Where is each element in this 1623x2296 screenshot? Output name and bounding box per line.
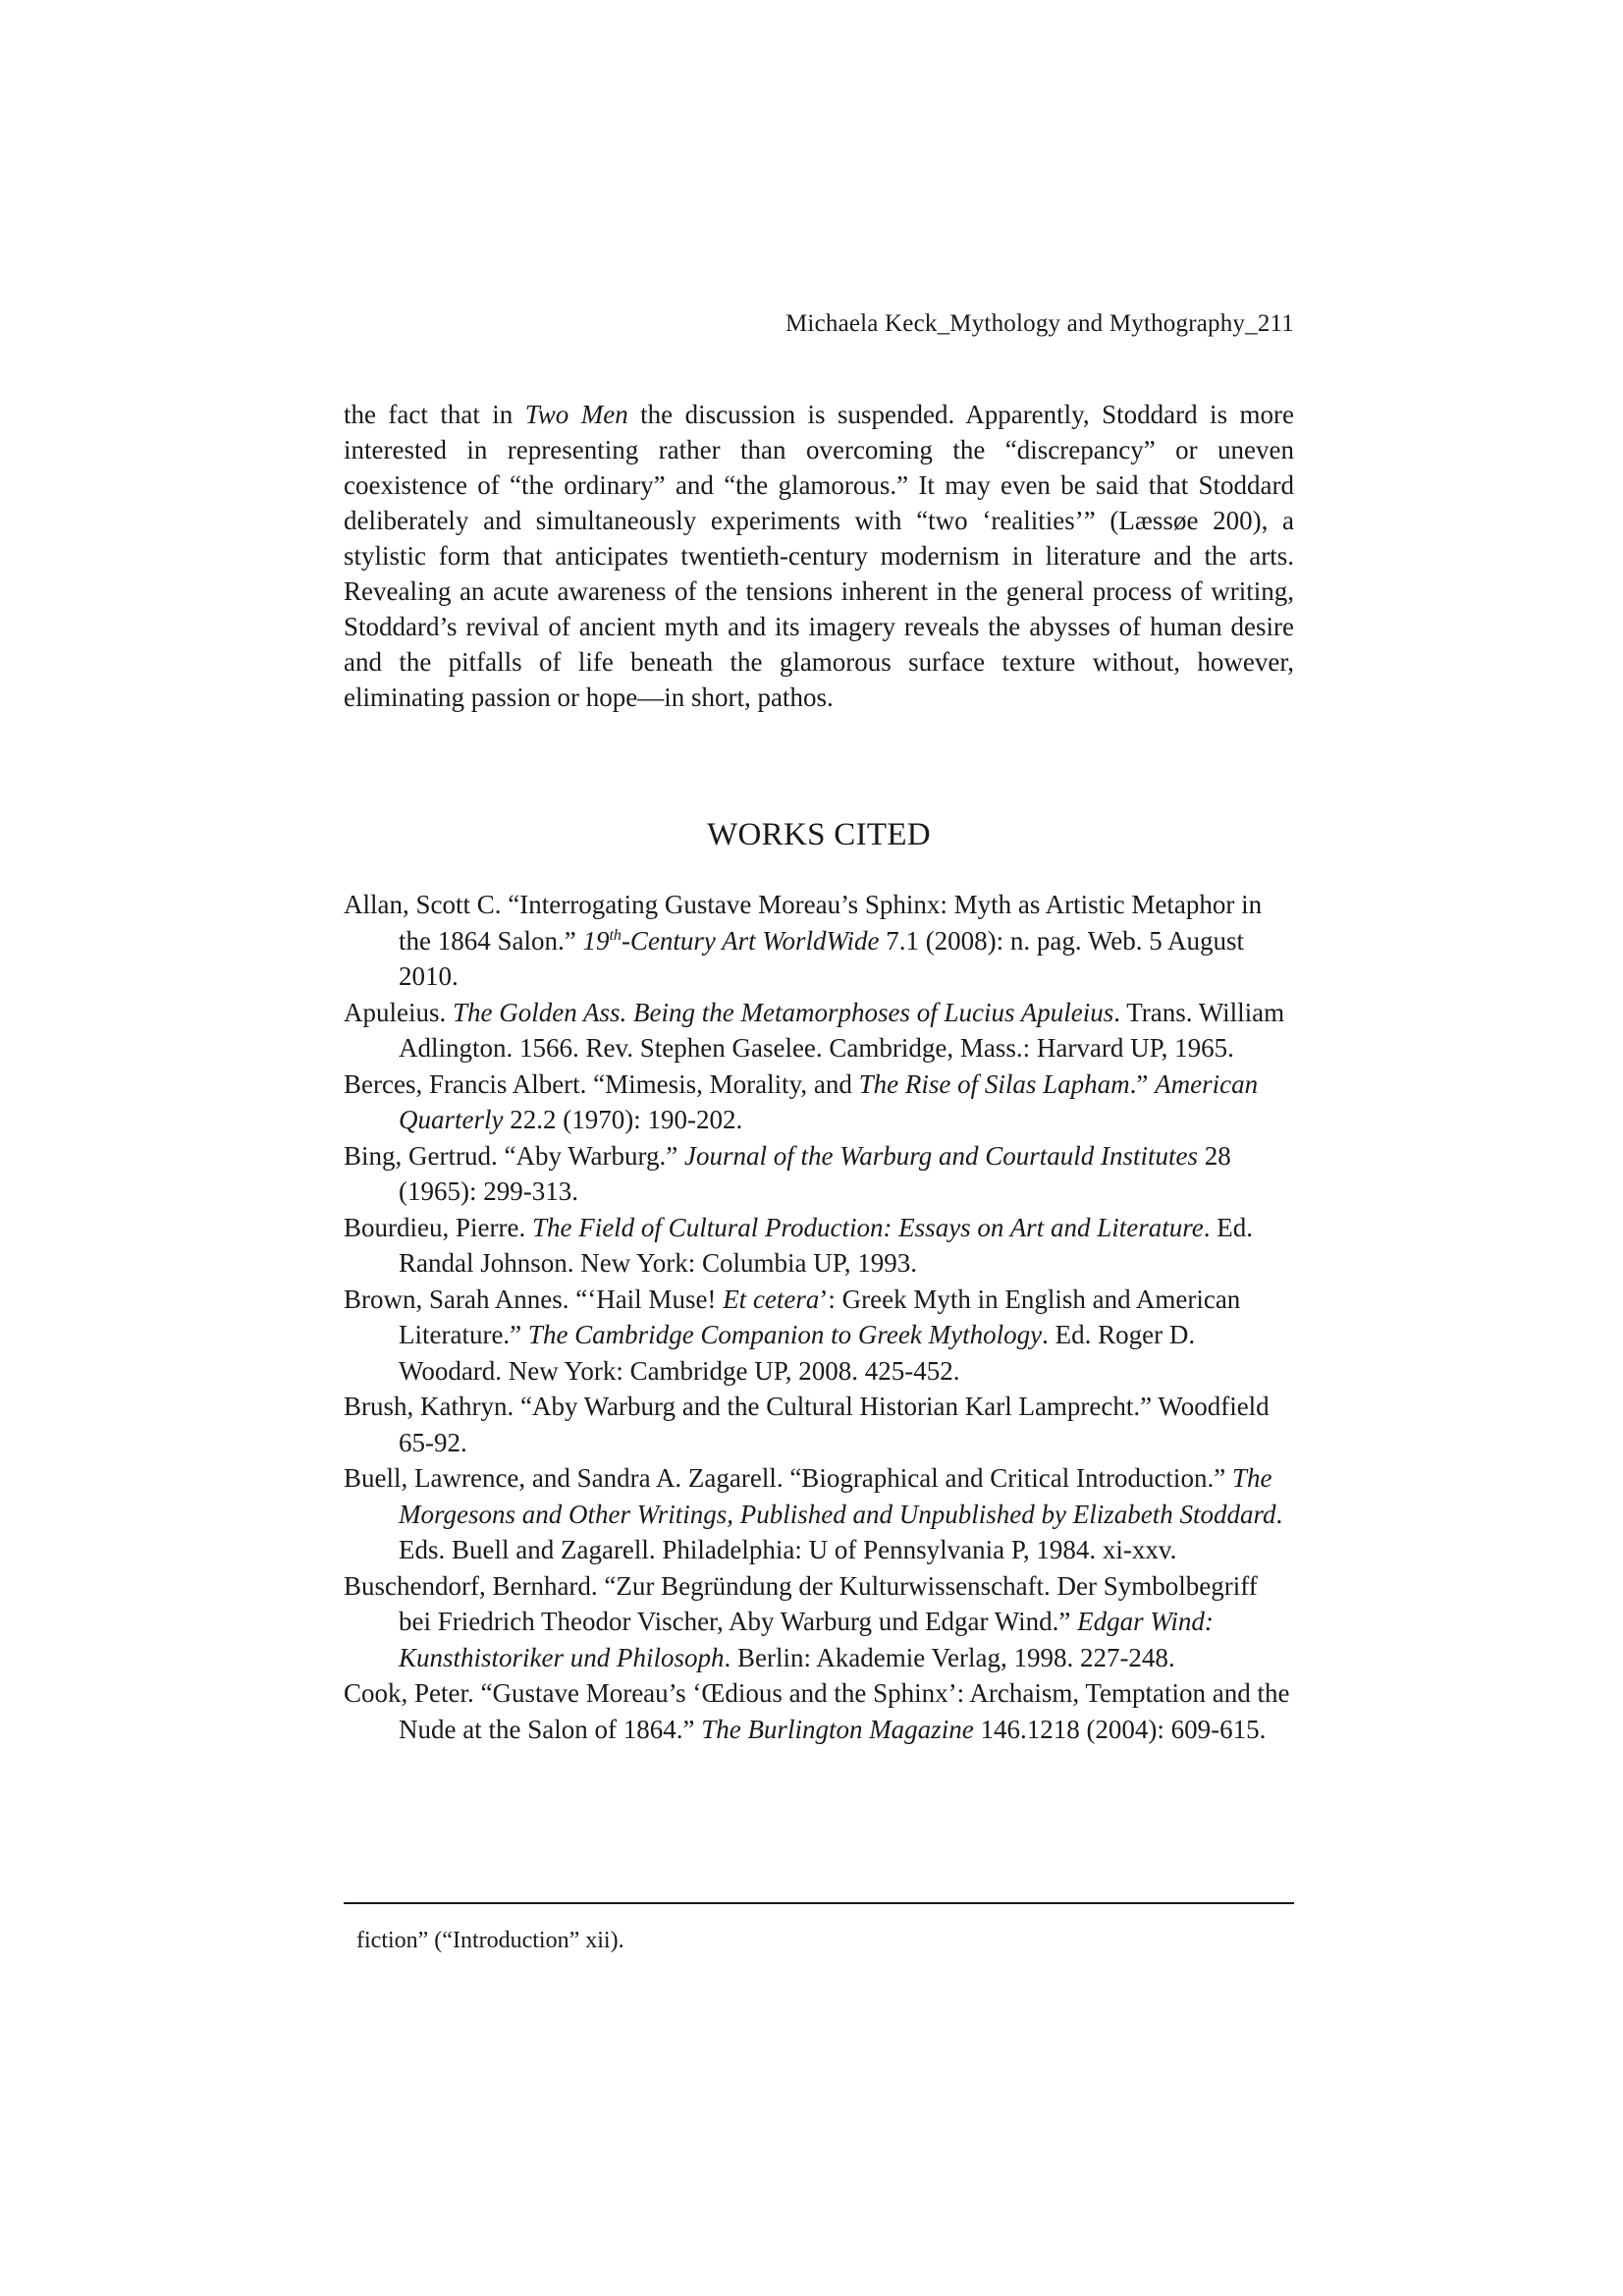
footnote-divider xyxy=(344,1902,1294,1904)
citation-italic: Journal of the Warburg and Courtauld Institutes xyxy=(684,1140,1199,1171)
citation-superscript: th xyxy=(609,926,622,944)
citation-italic: The Rise of Silas Lapham xyxy=(858,1068,1130,1099)
body-paragraph xyxy=(344,397,1294,715)
running-head: Michaela Keck_Mythology and Mythography_211 xyxy=(785,310,1294,337)
body-text-segment: the discussion is suspended. Apparently, Stoddard is more interested in representing rather than overcoming the “discrepancy” or uneven coexistence of “the ordinary” and “the glamorous.” It may even be said that Stoddard deliberately and simultaneously experiments with “two ‘realities’” (Læssøe 200), a stylistic form that anticipates twentieth-century modernism in literature and the arts. Revealing an acute awareness of the tensions inherent in the general process of writing, Stoddard’s revival of ancient myth and its imagery reveals the abysses of human desire and the pitfalls of life beneath the glamorous surface texture without, however, eliminating passion or hope—in short, pathos. xyxy=(344,400,1294,712)
citation-bourdieu xyxy=(344,1210,1294,1282)
citation-apuleius xyxy=(344,995,1294,1066)
citation-text: . Ed. Roger D. Woodard. New York: Cambridge UP, 2008. 425-452. xyxy=(399,1320,1196,1386)
citation-text: 28 (1965): 299-313. xyxy=(399,1140,1231,1206)
citation-text: . Eds. Buell and Zagarell. Philadelphia: U of Pennsylvania P, 1984. xi-xxv. xyxy=(399,1499,1283,1564)
citation-text: Apuleius. xyxy=(344,997,453,1027)
citation-italic: The Cambridge Companion to Greek Mythology xyxy=(527,1320,1043,1349)
works-cited-heading: WORKS CITED xyxy=(707,817,931,852)
citation-brush xyxy=(344,1389,1294,1460)
citation-text: .” xyxy=(1129,1068,1156,1099)
citation-berces xyxy=(344,1066,1294,1138)
citation-text: Bing, Gertrud. “Aby Warburg.” xyxy=(344,1140,685,1171)
citation-buschendorf xyxy=(344,1568,1294,1676)
citation-italic: The Burlington Magazine xyxy=(701,1714,974,1744)
citation-italic: Et cetera xyxy=(723,1284,820,1314)
citation-text: Allan, Scott C. “Interrogating Gustave Moreau’s Sphinx: Myth as Artistic Metaphor in the 1864 Salon.” xyxy=(344,890,1263,956)
works-cited-list xyxy=(344,887,1294,1747)
citation-text: Berces, Francis Albert. “Mimesis, Morality, and xyxy=(344,1068,859,1099)
citation-text: Cook, Peter. “Gustave Moreau’s ‘Œdious and the Sphinx’: Archaism, Temptation and the Nude at the Salon of 1864.” xyxy=(344,1678,1290,1744)
italic-title: Two Men xyxy=(524,400,628,429)
footnote: fiction” (“Introduction” xii). xyxy=(356,1928,624,1953)
citation-text: 146.1218 (2004): 609-615. xyxy=(973,1714,1267,1744)
citation-text: 7.1 (2008): n. pag. Web. 5 August 2010. xyxy=(399,925,1244,991)
citation-italic: The Field of Cultural Production: Essays on Art and Literature xyxy=(531,1212,1204,1242)
citation-text: Brush, Kathryn. “Aby Warburg and the Cultural Historian Karl Lamprecht.” Woodfield 65-92. xyxy=(344,1392,1270,1457)
citation-text: Buschendorf, Bernhard. “Zur Begründung der Kulturwissenschaft. Der Symbolbegriff bei Friedrich Theodor Vischer, Aby Warburg und Edgar Wind.” xyxy=(344,1570,1258,1636)
citation-bing xyxy=(344,1138,1294,1210)
citation-allan xyxy=(344,887,1294,995)
citation-text: . Ed. Randal Johnson. New York: Columbia UP, 1993. xyxy=(399,1212,1253,1278)
citation-buell xyxy=(344,1460,1294,1568)
body-text-segment: the fact that in xyxy=(344,400,525,429)
citation-italic: -Century Art WorldWide xyxy=(621,925,880,956)
citation-text: 22.2 (1970): 190-202. xyxy=(503,1105,743,1134)
citation-text: ’: Greek Myth in English and American Literature.” xyxy=(399,1284,1241,1349)
citation-brown xyxy=(344,1282,1294,1390)
citation-text: Brown, Sarah Annes. “‘Hail Muse! xyxy=(344,1284,724,1314)
citation-italic: The Morgesons and Other Writings, Published and Unpublished by Elizabeth Stoddard xyxy=(399,1463,1276,1529)
citation-italic: Edgar Wind: Kunsthistoriker und Philosoph xyxy=(399,1607,1214,1672)
citation-text: . Trans. William Adlington. 1566. Rev. Stephen Gaselee. Cambridge, Mass.: Harvard UP, 1965. xyxy=(399,997,1285,1063)
citation-italic: The Golden Ass. Being the Metamorphoses of Lucius Apuleius xyxy=(453,997,1114,1027)
citation-text: Bourdieu, Pierre. xyxy=(344,1212,532,1242)
citation-italic: 19 xyxy=(582,925,610,956)
citation-italic: American Quarterly xyxy=(399,1068,1259,1134)
citation-cook xyxy=(344,1675,1294,1747)
citation-text: . Berlin: Akademie Verlag, 1998. 227-248. xyxy=(724,1642,1175,1672)
citation-text: Buell, Lawrence, and Sandra A. Zagarell. “Biographical and Critical Introduction.” xyxy=(344,1463,1232,1493)
